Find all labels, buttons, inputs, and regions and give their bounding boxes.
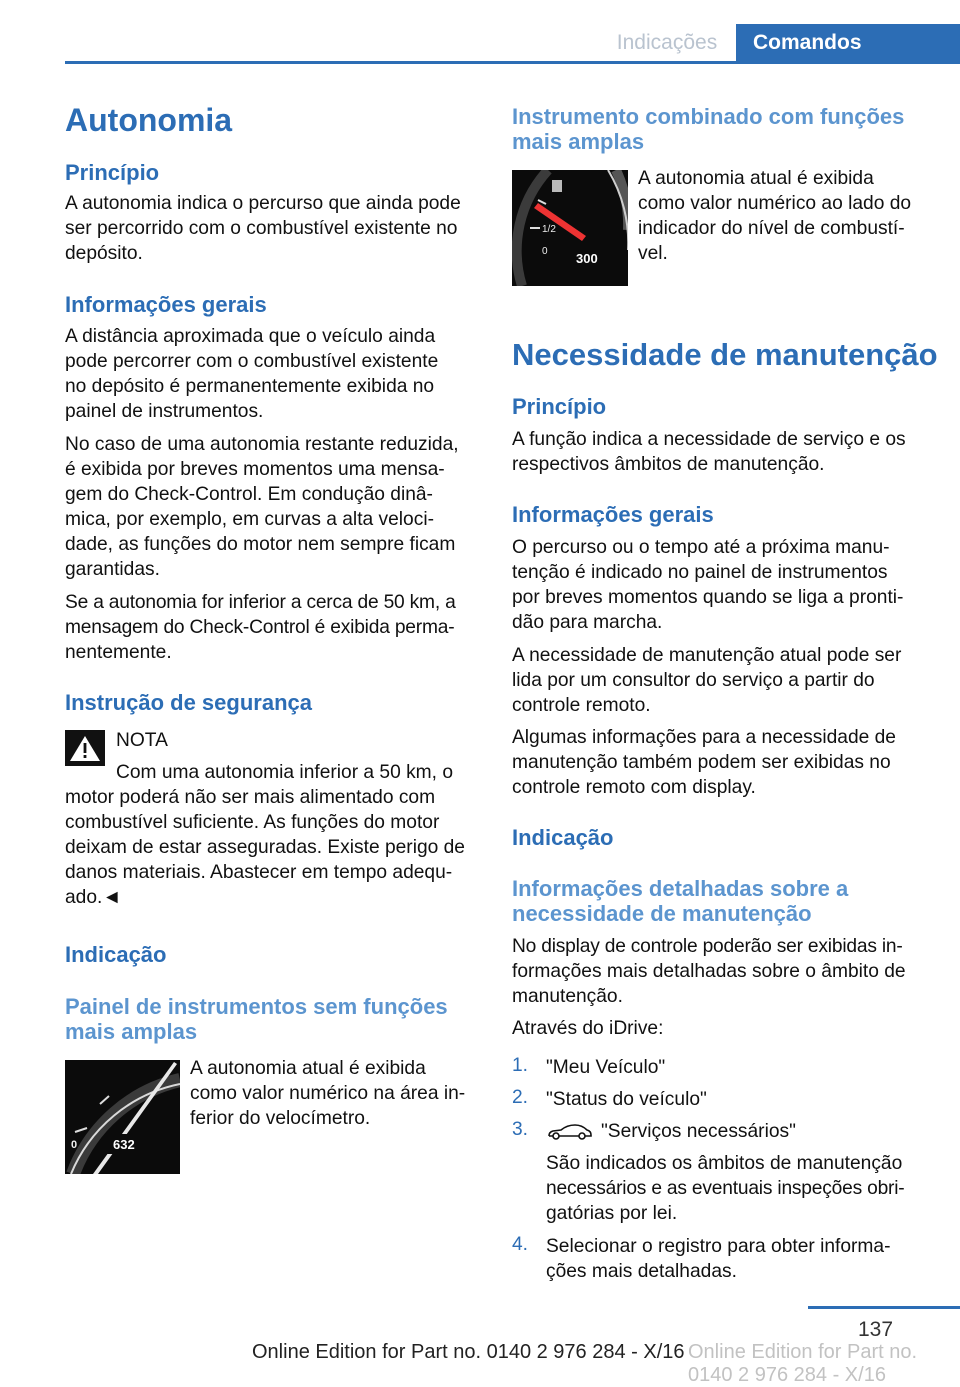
text-line: dade, as funções do motor nem sempre ficam: [65, 534, 456, 555]
text-line: A autonomia atual é exibida: [190, 1058, 426, 1079]
text-line: pode percorrer com o combustível existente: [65, 351, 439, 372]
text-line: vel.: [638, 243, 668, 264]
display-heading: Indicação: [65, 942, 167, 967]
heading-line: Instrumento combinado com funções: [512, 104, 905, 129]
step-number: 4.: [512, 1234, 529, 1255]
text-line: mica, por exemplo, em curvas a alta veloci‐: [65, 509, 434, 530]
step-text: "Serviços necessários": [601, 1121, 796, 1142]
text-line: ser percorrido com o combustível existente no: [65, 218, 458, 239]
general-info-p2: [512, 643, 924, 718]
text-line: manutenção também podem ser exibidas no: [512, 752, 891, 773]
text-line: nentemente.: [65, 642, 172, 663]
principle-text: [512, 427, 924, 477]
text-line: como valor numérico ao lado do: [638, 193, 912, 214]
heading-line: Informações detalhadas sobre a: [512, 876, 849, 901]
text-line: ado.◄: [65, 887, 122, 908]
text-line: tenção é indicado no painel de instrumentos: [512, 562, 888, 583]
tab-indications[interactable]: Indicações: [616, 31, 718, 54]
warning-icon: [65, 730, 105, 766]
section-title-autonomy: Autonomia: [65, 102, 233, 138]
text-line: gem do Check-Control. Em condução dinâ‐: [65, 484, 433, 505]
general-info-p3: [65, 590, 477, 665]
range-value-readout: 632: [113, 1137, 135, 1152]
text-line: A função indica a necessidade de serviço e os: [512, 429, 906, 450]
step-number: 3.: [512, 1119, 529, 1140]
heading-line: necessidade de manutenção: [512, 901, 812, 926]
details-text: [512, 934, 924, 1009]
step-4-text: [546, 1234, 936, 1284]
general-info-p2: [65, 432, 477, 582]
gauge-zero-label: 0: [542, 246, 548, 257]
text-line: painel de instrumentos.: [65, 401, 264, 422]
general-info-p1: [512, 535, 924, 635]
text-line: formações mais detalhadas sobre o âmbito de: [512, 961, 906, 982]
text-line: controle remoto com display.: [512, 777, 756, 798]
panel-text: [190, 1056, 480, 1131]
text-line: Com uma autonomia inferior a 50 km, o: [116, 762, 453, 783]
general-info-heading: Informações gerais: [512, 502, 714, 527]
section-title-maintenance: Necessidade de manutenção: [512, 337, 938, 372]
text-line: respectivos âmbitos de manutenção.: [512, 454, 825, 475]
text-line: A necessidade de manutenção atual pode ser: [512, 645, 902, 666]
step-number: 1.: [512, 1055, 529, 1076]
range-value-readout: 300: [576, 251, 598, 266]
gauge-zero-label: 0: [71, 1139, 78, 1151]
speedometer-gauge-image: [65, 1060, 180, 1174]
page-number: 137: [858, 1318, 894, 1341]
header-divider: [65, 61, 960, 64]
text-line: São indicados os âmbitos de manutenção: [546, 1153, 903, 1174]
combined-instrument-heading: [512, 104, 924, 154]
general-info-heading: Informações gerais: [65, 292, 267, 317]
text-line: manutenção.: [512, 986, 623, 1007]
text-line: A autonomia indica o percurso que ainda pode: [65, 193, 461, 214]
text-line: danos materiais. Abastecer em tempo adequ‐: [65, 862, 453, 883]
step-number: 2.: [512, 1087, 529, 1108]
step-3-detail: [546, 1151, 936, 1226]
general-info-p3: [512, 725, 924, 800]
text-line: No display de controle poderão ser exibidas in‐: [512, 936, 903, 957]
step-text: "Status do veículo": [546, 1089, 707, 1110]
idrive-intro: Através do iDrive:: [512, 1018, 664, 1039]
text-line: motor poderá não ser mais alimentado com: [65, 787, 436, 808]
instrument-cluster-gauge-image: [512, 170, 628, 286]
details-heading: [512, 876, 924, 926]
text-line: Selecionar o registro para obter informa‐: [546, 1236, 891, 1257]
text-line: deixam de estar asseguradas. Existe perigo de: [65, 837, 465, 858]
gauge-half-label: 1/2: [542, 224, 556, 235]
panel-heading: [65, 994, 477, 1044]
heading-line: Painel de instrumentos sem funções: [65, 994, 448, 1019]
text-line: No caso de uma autonomia restante reduzida,: [65, 434, 459, 455]
text-line: controle remoto.: [512, 695, 651, 716]
text-line: é exibida por breves momentos uma mensa‐: [65, 459, 445, 480]
text-line: ções mais detalhadas.: [546, 1261, 737, 1282]
text-line: Se a autonomia for inferior a cerca de 50 km, a: [65, 592, 456, 613]
text-line: Algumas informações para a necessidade de: [512, 727, 896, 748]
display-heading: Indicação: [512, 825, 614, 850]
principle-heading: Princípio: [512, 394, 607, 419]
text-line: A distância aproximada que o veículo ainda: [65, 326, 436, 347]
text-line: mensagem do Check-Control é exibida perma‐: [65, 617, 455, 638]
text-line: combustível suficiente. As funções do motor: [65, 812, 440, 833]
principle-text: [65, 191, 477, 266]
text-line: dão para marcha.: [512, 612, 663, 633]
edition-text: Online Edition for Part no. 0140 2 976 284 - X/16: [252, 1341, 685, 1363]
text-line: O percurso ou o tempo até a próxima manu‐: [512, 537, 890, 558]
tab-commands[interactable]: Comandos: [736, 24, 960, 62]
text-line: gatórias por lei.: [546, 1203, 678, 1224]
text-line: por breves momentos quando se liga a pronti‐: [512, 587, 904, 608]
heading-line: mais amplas: [65, 1019, 198, 1044]
text-line: garantidas.: [65, 559, 160, 580]
general-info-p1: [65, 324, 477, 424]
text-line: lida por um consultor do serviço a partir do: [512, 670, 875, 691]
text-line: no depósito é permanentemente exibida no: [65, 376, 435, 397]
text-line: necessários e as eventuais inspeções obri‐: [546, 1178, 905, 1199]
step-text: "Meu Veículo": [546, 1057, 666, 1078]
safety-heading: Instrução de segurança: [65, 690, 312, 715]
note-text: [65, 785, 477, 910]
text-line: depósito.: [65, 243, 143, 264]
car-icon: [547, 1123, 593, 1141]
footer-divider: [808, 1306, 960, 1309]
text-line: como valor numérico na área in‐: [190, 1083, 466, 1104]
text-line: indicador do nível de combustí‐: [638, 218, 905, 239]
heading-line: mais amplas: [512, 129, 645, 154]
watermark-text: Online Edition for Part no. 0140 2 976 284 - X/16: [688, 1341, 918, 1386]
combined-text: [638, 166, 938, 266]
text-line: ferior do velocímetro.: [190, 1108, 371, 1129]
text-line: A autonomia atual é exibida: [638, 168, 874, 189]
note-label: NOTA: [116, 730, 168, 751]
principle-heading: Princípio: [65, 160, 160, 185]
